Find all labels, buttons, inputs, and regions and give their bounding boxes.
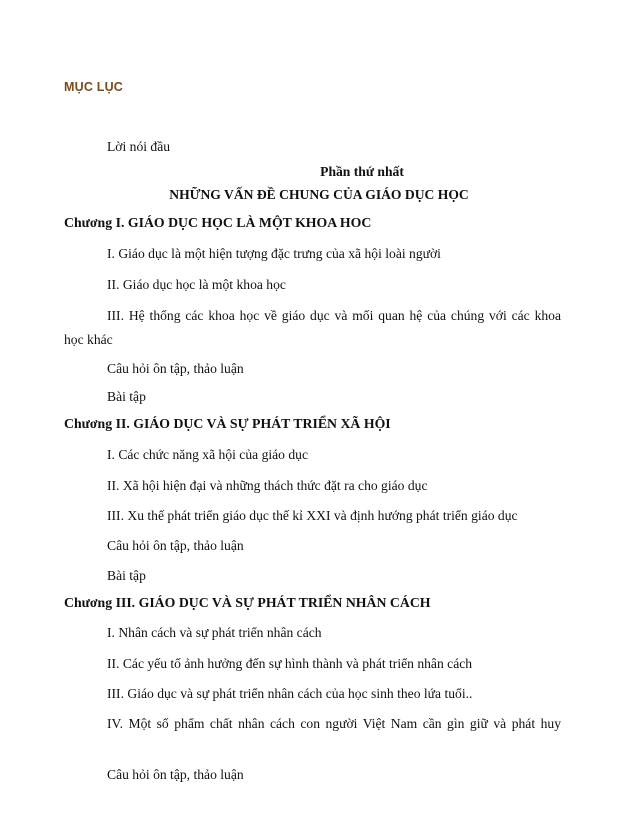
part-title: NHỮNG VẤN ĐỀ CHUNG CỦA GIÁO DỤC HỌC	[169, 187, 469, 202]
chapter-1-item: III. Hệ thống các khoa học về giáo dục và mối quan hệ của chúng với các khoa	[107, 308, 561, 323]
chapter-1-item: Câu hỏi ôn tập, thảo luận	[107, 361, 244, 376]
chapter-2-title: Chương II. GIÁO DỤC VÀ SỰ PHÁT TRIỂN XÃ HỘI	[64, 416, 391, 431]
toc-title: MỤC LỤC	[64, 80, 124, 94]
chapter-2-item: Bài tập	[107, 568, 146, 583]
chapter-3-item: Câu hỏi ôn tập, thảo luận	[107, 767, 244, 782]
chapter-3-item: IV. Một số phẩm chất nhân cách con người Việt Nam cần gìn giữ và phát huy	[107, 716, 561, 731]
chapter-1-item: I. Giáo dục là một hiện tượng đặc trưng của xã hội loài người	[107, 246, 441, 261]
chapter-1-title: Chương I. GIÁO DỤC HỌC LÀ MỘT KHOA HOC	[64, 215, 372, 230]
part-label: Phần thứ nhất	[320, 164, 404, 179]
chapter-3-item: II. Các yếu tố ảnh hưởng đến sự hình thành và phát triển nhân cách	[107, 656, 473, 671]
chapter-3-title: Chương III. GIÁO DỤC VÀ SỰ PHÁT TRIỂN NHÂN CÁCH	[64, 595, 431, 610]
chapter-3-item: I. Nhân cách và sự phát triển nhân cách	[107, 625, 322, 640]
chapter-3-item: III. Giáo dục và sự phát triển nhân cách của học sinh theo lứa tuổi..	[107, 686, 473, 701]
chapter-1-item-continuation: học khác	[64, 332, 113, 347]
chapter-2-item: III. Xu thế phát triển giáo dục thế kỉ XXI và định hướng phát triển giáo dục	[107, 508, 518, 523]
chapter-1-item: II. Giáo dục học là một khoa học	[107, 277, 286, 292]
chapter-2-item: Câu hỏi ôn tập, thảo luận	[107, 538, 244, 553]
chapter-2-item: II. Xã hội hiện đại và những thách thức đặt ra cho giáo dục	[107, 478, 428, 493]
chapter-1-item: Bài tập	[107, 389, 146, 404]
preface-entry: Lời nói đầu	[107, 139, 171, 154]
chapter-2-item: I. Các chức năng xã hội của giáo dục	[107, 447, 308, 462]
